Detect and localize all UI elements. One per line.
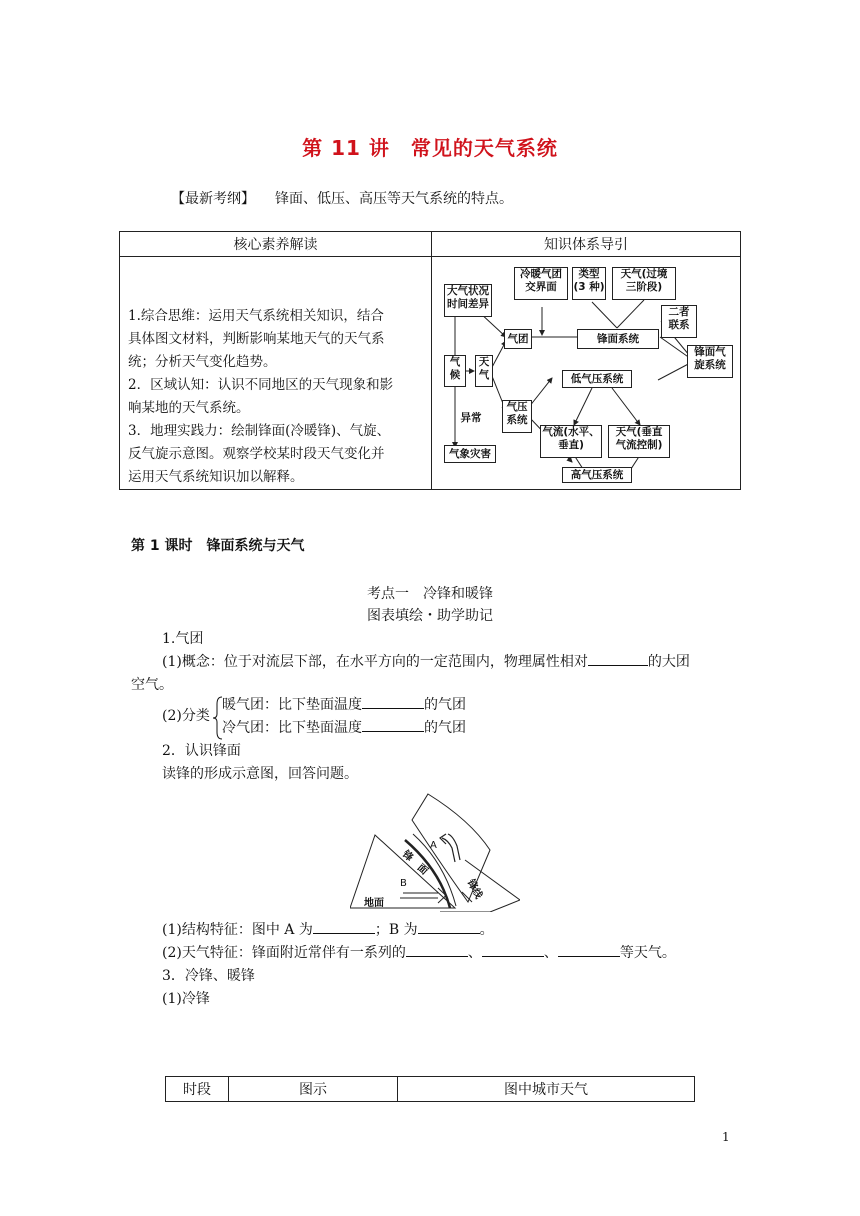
q2-text-end: 等天气。	[619, 945, 676, 961]
concept-line-2: 空气。	[131, 677, 173, 693]
box-text: 交界面	[525, 281, 557, 293]
question-1	[162, 920, 494, 940]
core-line: 2．区域认知：认识不同地区的天气现象和影	[128, 377, 394, 393]
col-diagram: 图示	[229, 1077, 398, 1102]
answer-blank[interactable]	[362, 731, 424, 732]
section-2-heading: 2．认识锋面	[162, 743, 241, 759]
q1-text-end: 。	[479, 922, 494, 938]
label-ground: 地面	[364, 898, 384, 909]
box-weather-disaster: 气象灾害	[444, 445, 496, 463]
core-literacy-cell	[120, 257, 432, 490]
box-front-interface	[514, 267, 568, 300]
section-3-heading: 3．冷锋、暖锋	[162, 968, 255, 984]
q1-text-mid: ；B 为	[374, 922, 418, 938]
cold-front-heading: (1)冷锋	[162, 991, 210, 1007]
section-2-intro: 读锋的形成示意图，回答问题。	[162, 766, 358, 782]
box-airflow	[540, 425, 602, 458]
knowledge-diagram	[432, 257, 742, 482]
box-text: 气	[478, 369, 490, 381]
box-text: 冷暖气团	[520, 268, 562, 280]
answer-blank[interactable]	[558, 956, 620, 957]
core-line: 具体图文材料，判断影响某地天气的天气系	[128, 331, 385, 347]
core-line: 运用天气系统知识加以解释。	[128, 469, 304, 485]
concept-line	[162, 652, 690, 672]
core-table	[119, 231, 741, 490]
box-types	[572, 267, 606, 300]
core-line: 统；分析天气变化趋势。	[128, 354, 277, 370]
box-front-system: 锋面系统	[577, 329, 659, 349]
concept-text-end: 的大团	[647, 654, 690, 670]
label-front: 锋 面	[399, 848, 430, 878]
subtitle: 图表填绘・助学助记	[367, 608, 493, 624]
label-frontline: 锋线	[464, 877, 484, 901]
syllabus	[171, 189, 513, 209]
knowledge-header: 知识体系导引	[432, 232, 741, 257]
box-low-pressure: 低气压系统	[562, 370, 632, 388]
box-weather	[475, 355, 493, 387]
answer-blank[interactable]	[362, 708, 424, 709]
box-climate	[444, 355, 466, 387]
col-period: 时段	[166, 1077, 229, 1102]
cold-air-mass-line	[222, 718, 466, 738]
box-text: 大气状况	[447, 285, 489, 297]
q2-sep: 、	[543, 945, 558, 961]
concept-text: (1)概念：位于对流层下部，在水平方向的一定范围内，物理属性相对	[162, 654, 588, 670]
answer-blank[interactable]	[313, 933, 375, 934]
question-2	[162, 943, 676, 963]
front-diagram	[350, 790, 520, 912]
answer-blank[interactable]	[418, 933, 480, 934]
box-text: 气	[449, 356, 461, 368]
box-text: 锋面气	[694, 346, 726, 358]
box-weather-stages	[612, 267, 676, 300]
box-high-pressure: 高气压系统	[562, 467, 632, 483]
core-line: 3．地理实践力：绘制锋面(冷暖锋)、气旋、	[128, 423, 391, 439]
box-text: 类型	[578, 268, 600, 280]
page-title: 第 11 讲 常见的天气系统	[302, 136, 558, 160]
point-heading: 考点一 冷锋和暖锋	[367, 586, 493, 602]
box-text: 系统	[506, 414, 528, 426]
label-b: B	[400, 878, 407, 889]
box-text: 时间差异	[447, 298, 489, 310]
label-a: A	[430, 840, 437, 851]
q2-text: (2)天气特征：锋面附近常伴有一系列的	[162, 945, 406, 961]
q1-text: (1)结构特征：图中 A 为	[162, 922, 313, 938]
warm-text: 暖气团：比下垫面温度	[222, 697, 362, 713]
box-text: 气压	[506, 401, 528, 413]
answer-blank[interactable]	[406, 956, 468, 957]
core-line: 反气旋示意图。观察学校某时段天气变化并	[128, 446, 385, 462]
box-text: 候	[449, 369, 461, 381]
box-text: 天气(垂直	[615, 426, 663, 438]
answer-blank[interactable]	[482, 956, 544, 957]
lesson-heading: 第 1 课时 锋面系统与天气	[131, 538, 305, 554]
box-air-mass: 气团	[504, 329, 532, 349]
box-text: 气流控制)	[615, 439, 663, 451]
box-text: 二者	[668, 306, 690, 318]
box-text: 垂直)	[558, 439, 584, 451]
knowledge-diagram-cell	[432, 257, 741, 490]
col-city-weather: 图中城市天气	[398, 1077, 695, 1102]
cold-text-end: 的气团	[424, 720, 466, 736]
section-1-heading: 1.气团	[162, 631, 204, 647]
warm-text-end: 的气团	[424, 697, 466, 713]
classification-label: (2)分类	[162, 708, 210, 724]
box-relation	[661, 305, 697, 338]
label-abnormal: 异常	[460, 412, 482, 424]
q2-sep: 、	[467, 945, 482, 961]
cold-front-table	[165, 1076, 695, 1102]
core-line: 响某地的天气系统。	[128, 400, 250, 416]
box-text: 气流(水平、	[542, 426, 600, 438]
box-pressure-system	[502, 400, 532, 433]
answer-blank[interactable]	[588, 665, 648, 666]
box-text: 旋系统	[694, 359, 726, 371]
box-text: 联系	[668, 319, 690, 331]
syllabus-text: 锋面、低压、高压等天气系统的特点。	[275, 191, 513, 207]
box-text: 三阶段)	[625, 281, 663, 293]
box-atmosphere-difference	[444, 284, 492, 317]
box-weather-control	[608, 425, 670, 458]
core-line: 1.综合思维：运用天气系统相关知识，结合	[128, 308, 384, 324]
box-text: 天气(过境	[620, 268, 668, 280]
core-header: 核心素养解读	[120, 232, 432, 257]
box-text: 天	[478, 356, 490, 368]
warm-air-mass-line	[222, 695, 466, 715]
cold-text: 冷气团：比下垫面温度	[222, 720, 362, 736]
page-number: 1	[722, 1130, 730, 1144]
syllabus-label: 【最新考纲】	[171, 191, 255, 207]
box-front-cyclone	[687, 345, 733, 378]
box-text: (3 种)	[573, 281, 605, 293]
